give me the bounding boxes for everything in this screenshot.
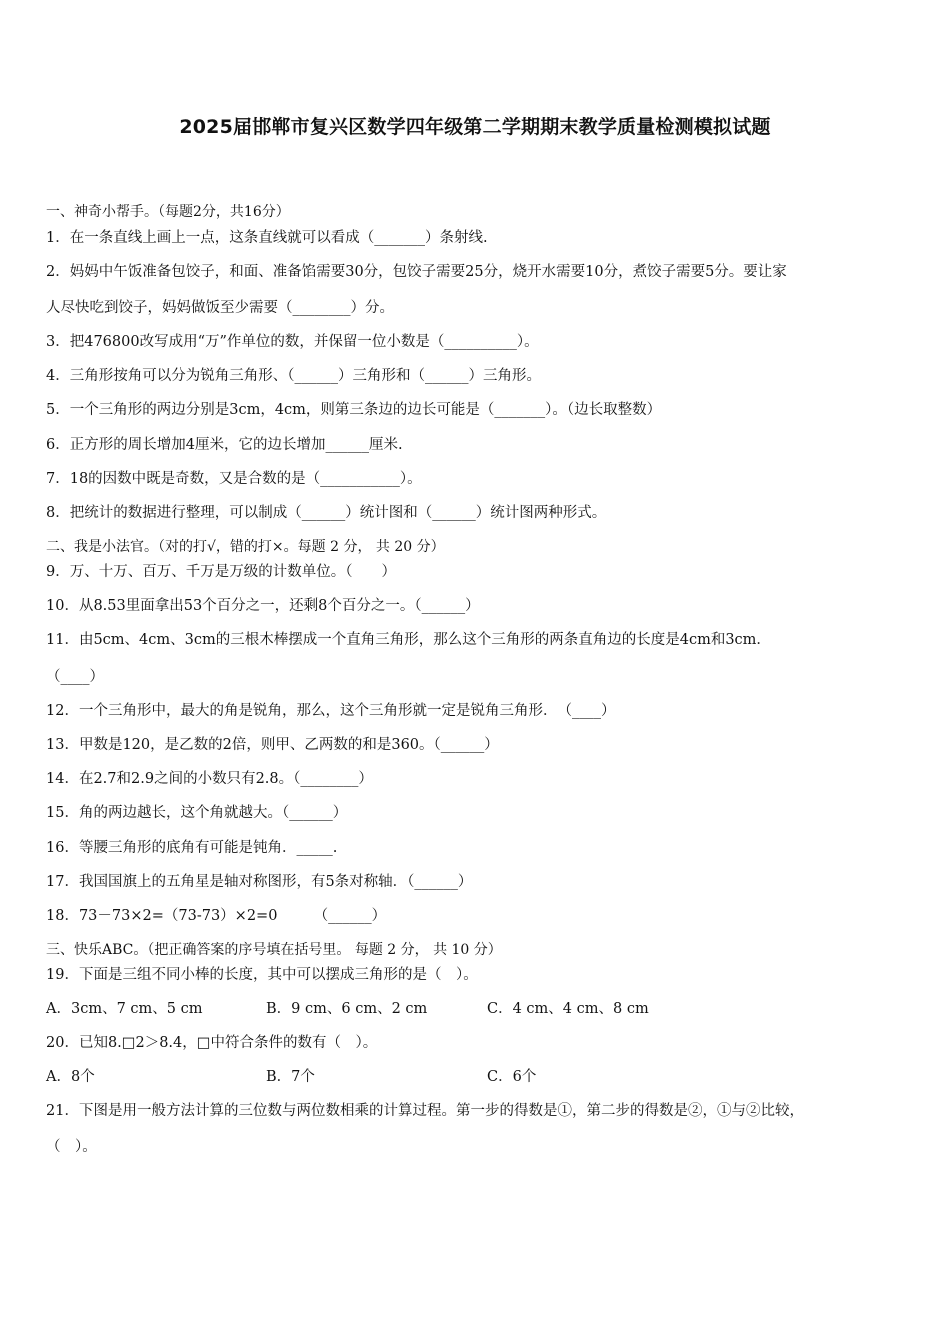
question-5: 5．一个三角形的两边分别是3cm，4cm，则第三条边的边长可能是（_______）。（边长取整数） (46, 402, 662, 418)
question-20: 20．已知8.□2＞8.4，□中符合条件的数有（ ）。 (46, 1035, 378, 1051)
question-2-line-2: 人尽快吃到饺子，妈妈做饭至少需要（________）分。 (46, 300, 394, 316)
question-16: 16．等腰三角形的底角有可能是钝角．_____. (46, 840, 338, 856)
page-title: 2025届邯郸市复兴区数学四年级第二学期期末教学质量检测模拟试题 (179, 116, 771, 138)
question-2-line-1: 2．妈妈中午饭准备包饺子，和面、准备馅需要30分，包饺子需要25分，烧开水需要10分，煮饺子需要5分。要让家 (46, 264, 787, 280)
question-9: 9．万、十万、百万、千万是万级的计数单位。（ ） (46, 564, 396, 580)
section-heading-1: 一、神奇小帮手。（每题2分，共16分） (46, 204, 290, 220)
question-11-line-1: 11．由5cm、4cm、3cm的三根木棒摆成一个直角三角形，那么这个三角形的两条直角边的长度是4cm和3cm． (46, 632, 771, 648)
section-heading-2: 二、我是小法官。（对的打√，错的打×。每题 2 分， 共 20 分） (46, 539, 445, 555)
question-4: 4．三角形按角可以分为锐角三角形、（______）三角形和（______）三角形。 (46, 368, 541, 384)
q20-option-a: A．8个 (46, 1069, 95, 1085)
question-14: 14．在2.7和2.9之间的小数只有2.8。（________） (46, 771, 373, 787)
question-18: 18．73－73×2=（73-73）×2=0 （______） (46, 908, 387, 924)
question-6: 6．正方形的周长增加4厘米，它的边长增加______厘米. (46, 437, 403, 453)
question-17: 17．我国国旗上的五角星是轴对称图形，有5条对称轴．（______） (46, 874, 473, 890)
question-19: 19．下面是三组不同小棒的长度，其中可以摆成三角形的是（ ）。 (46, 967, 478, 983)
section-heading-3: 三、快乐ABC。（把正确答案的序号填在括号里。 每题 2 分， 共 10 分） (46, 942, 502, 958)
q19-option-b: B．9 cm、6 cm、2 cm (266, 1001, 428, 1017)
question-13: 13．甲数是120，是乙数的2倍，则甲、乙两数的和是360。（______） (46, 737, 499, 753)
question-15: 15．角的两边越长，这个角就越大。（______） (46, 805, 348, 821)
question-8: 8．把统计的数据进行整理，可以制成（______）统计图和（______）统计图两种形式。 (46, 505, 607, 521)
q20-option-c: C．6个 (487, 1069, 537, 1085)
question-21-line-2: （ ）。 (46, 1139, 97, 1155)
question-10: 10．从8.53里面拿出53个百分之一，还剩8个百分之一。（______） (46, 598, 480, 614)
question-11-line-2: （____） (46, 669, 104, 685)
question-3: 3．把476800改写成用“万”作单位的数，并保留一位小数是（__________）。 (46, 334, 539, 350)
q19-option-c: C．4 cm、4 cm、8 cm (487, 1001, 649, 1017)
question-21-line-1: 21．下图是用一般方法计算的三位数与两位数相乘的计算过程。第一步的得数是①，第二步的得数是②，①与②比较， (46, 1103, 804, 1119)
q19-option-a: A．3cm、7 cm、5 cm (46, 1001, 203, 1017)
question-7: 7．18的因数中既是奇数，又是合数的是（___________）。 (46, 471, 422, 487)
question-12: 12．一个三角形中，最大的角是锐角，那么，这个三角形就一定是锐角三角形． （____） (46, 703, 616, 719)
q20-option-b: B．7个 (266, 1069, 315, 1085)
question-1: 1．在一条直线上画上一点，这条直线就可以看成（_______）条射线. (46, 230, 488, 246)
